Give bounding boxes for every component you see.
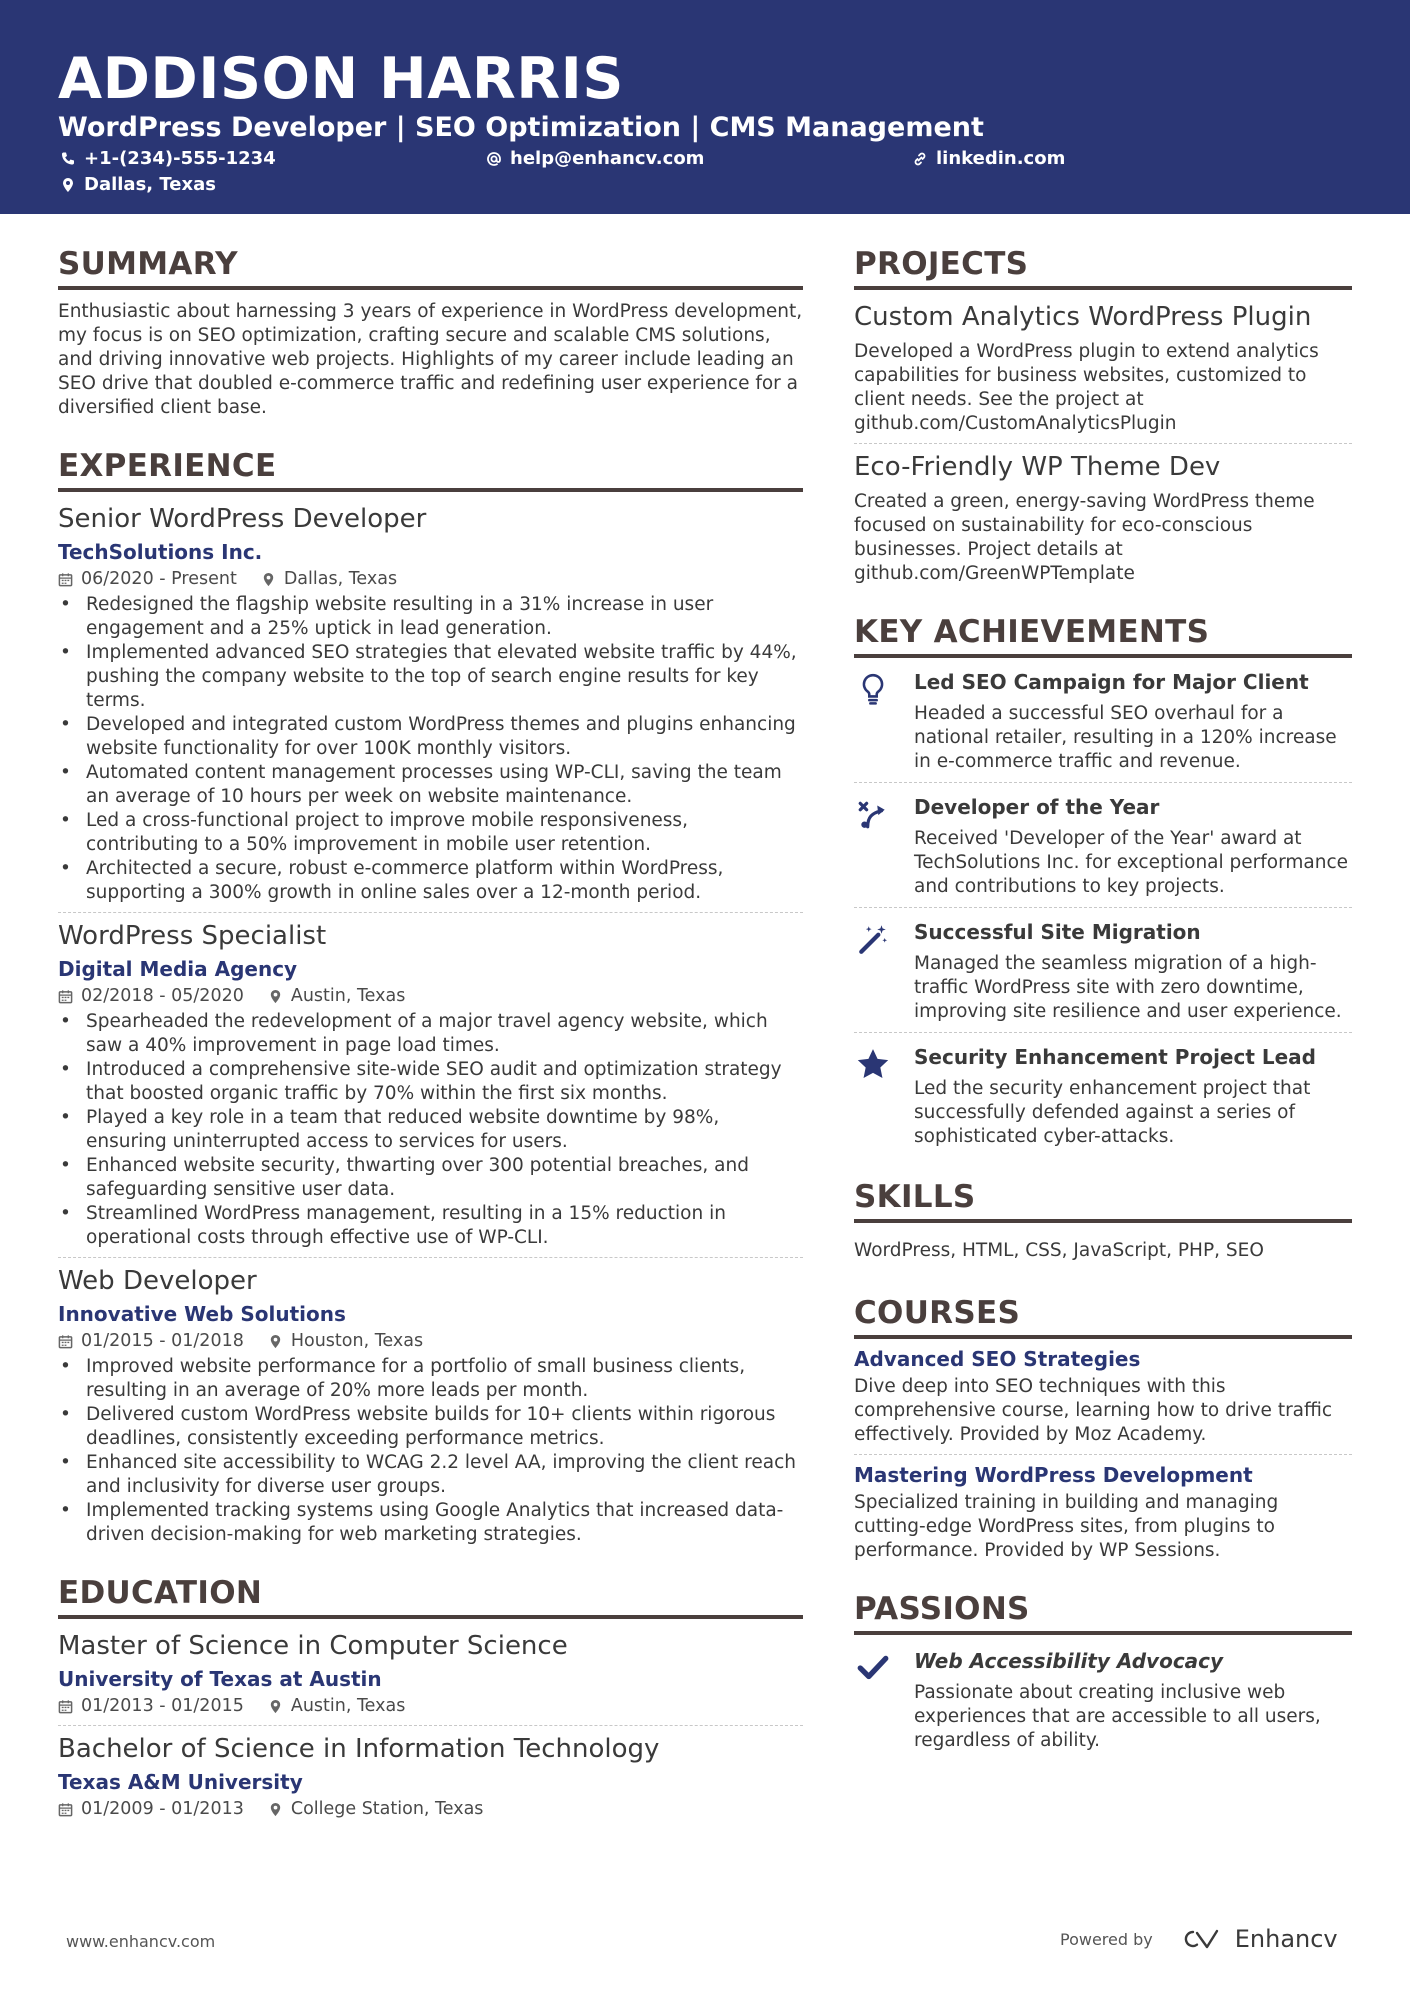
job-location: Dallas, Texas (283, 569, 398, 589)
summary-text: Enthusiastic about harnessing 3 years of experience in WordPress development, my focus is on SEO optimization, crafting secure and scalable CMS solutions, and driving innovative web projects. Highlights of my career include leading an SEO drive that doubled e-commerce traffic and redefining user experience for a diversified client base. (58, 301, 803, 418)
job-title: Web Developer (58, 1266, 257, 1296)
footer-website[interactable]: www.enhancv.com (66, 1932, 216, 1951)
job-dates: 06/2020 - Present (81, 569, 237, 589)
calendar-icon (58, 1699, 73, 1714)
education-section (58, 1573, 803, 1821)
course-entry (854, 1345, 1352, 1447)
experience-entry (58, 919, 803, 1250)
entry-divider (58, 912, 803, 913)
magic-wand-icon (856, 922, 890, 956)
achievement-item (854, 785, 1352, 905)
job-location: Houston, Texas (290, 1331, 424, 1351)
linkedin-text[interactable]: linkedin.com (936, 148, 1066, 169)
location-pin-icon (268, 1802, 283, 1817)
footer-branding (1060, 1925, 1338, 1953)
job-bullets (58, 593, 803, 905)
contact-location (60, 173, 216, 197)
bullet-item: • Introduced a comprehensive site-wide SEO audit and optimization strategy that boosted organic traffic by 70% within the first six months. (58, 1058, 803, 1106)
bullet-item: • Implemented advanced SEO strategies that elevated website traffic by 44%, pushing the company website to the top of search engine results for key terms. (58, 641, 803, 713)
achievement-item (854, 660, 1352, 780)
entry-divider (854, 443, 1352, 444)
projects-heading: PROJECTS (854, 244, 1352, 290)
project-description: Created a green, energy-saving WordPress theme focused on sustainability for eco-conscious businesses. Project details at github.com/GreenWPTemplate (854, 491, 1315, 584)
bullet-item: • Redesigned the flagship website resulting in a 31% increase in user engagement and a 25% uptick in lead generation. (58, 593, 803, 641)
enhancv-logo-icon (1179, 1927, 1225, 1951)
experience-heading: EXPERIENCE (58, 446, 803, 492)
calendar-icon (58, 572, 73, 587)
company-name: Digital Media Agency (58, 957, 298, 981)
achievement-item (854, 910, 1352, 1030)
contact-phone (60, 147, 276, 171)
achievement-title: Successful Site Migration (914, 920, 1201, 944)
bullet-item: • Implemented tracking systems using Google Analytics that increased data-driven decision-making for web marketing strategies. (58, 1499, 803, 1547)
passion-title: Web Accessibility Advocacy (914, 1649, 1224, 1673)
achievement-title: Security Enhancement Project Lead (914, 1045, 1316, 1069)
location-pin-icon (268, 1699, 283, 1714)
entry-divider (854, 1032, 1352, 1033)
at-icon (486, 151, 502, 167)
course-description: Specialized training in building and managing cutting-edge WordPress sites, from plugins to performance. Provided by WP Sessions. (854, 1492, 1279, 1561)
project-title: Custom Analytics WordPress Plugin (854, 302, 1312, 332)
bullet-item: • Spearheaded the redevelopment of a major travel agency website, which saw a 40% improvement in page load times. (58, 1010, 803, 1058)
phone-icon (60, 151, 76, 167)
candidate-name: ADDISON HARRIS (58, 46, 624, 112)
achievements-heading: KEY ACHIEVEMENTS (854, 612, 1352, 658)
job-title: Senior WordPress Developer (58, 504, 427, 534)
contact-linkedin (912, 147, 1065, 171)
route-icon (856, 797, 890, 831)
contact-email (486, 147, 704, 171)
school-name: Texas A&M University (58, 1770, 303, 1794)
education-dates: 01/2009 - 01/2013 (81, 1799, 244, 1819)
courses-heading: COURSES (854, 1293, 1352, 1339)
passions-section (854, 1589, 1352, 1759)
powered-by-label: Powered by (1060, 1929, 1153, 1949)
location-pin-icon (60, 177, 76, 193)
location-text: Dallas, Texas (84, 174, 216, 195)
job-dates: 02/2018 - 05/2020 (81, 986, 244, 1006)
course-title: Mastering WordPress Development (854, 1463, 1253, 1487)
entry-divider (854, 782, 1352, 783)
bullet-item: • Automated content management processes using WP-CLI, saving the team an average of 10 hours per week on website maintenance. (58, 761, 803, 809)
education-meta (58, 1797, 803, 1821)
entry-divider (854, 1454, 1352, 1455)
summary-section (58, 244, 803, 420)
location-pin-icon (268, 1334, 283, 1349)
education-heading: EDUCATION (58, 1573, 803, 1619)
project-entry (854, 450, 1352, 586)
course-title: Advanced SEO Strategies (854, 1347, 1141, 1371)
courses-section (854, 1293, 1352, 1563)
email-text[interactable]: help@enhancv.com (510, 148, 705, 169)
course-description: Dive deep into SEO techniques with this comprehensive course, learning how to drive traffic effectively. Provided by Moz Academy. (854, 1376, 1333, 1445)
job-meta (58, 1329, 803, 1353)
job-meta (58, 984, 803, 1008)
right-column (854, 244, 1352, 1759)
calendar-icon (58, 989, 73, 1004)
education-dates: 01/2013 - 01/2015 (81, 1696, 244, 1716)
passion-description: Passionate about creating inclusive web experiences that are accessible to all users, regardless of ability. (914, 1682, 1321, 1751)
link-icon (912, 151, 928, 167)
experience-entry (58, 1264, 803, 1547)
left-column (58, 244, 803, 1821)
bullet-item: • Enhanced site accessibility to WCAG 2.2 level AA, improving the client reach and inclusivity for diverse user groups. (58, 1451, 803, 1499)
skills-section (854, 1177, 1352, 1263)
achievement-description: Managed the seamless migration of a high-traffic WordPress site with zero downtime, improving site resilience and user experience. (914, 953, 1342, 1022)
school-name: University of Texas at Austin (58, 1667, 382, 1691)
achievement-item (854, 1035, 1352, 1155)
company-name: Innovative Web Solutions (58, 1302, 346, 1326)
job-title: WordPress Specialist (58, 921, 327, 951)
bullet-item: • Delivered custom WordPress website builds for 10+ clients within rigorous deadlines, consistently exceeding performance metrics. (58, 1403, 803, 1451)
education-entry (58, 1732, 803, 1821)
achievements-section (854, 612, 1352, 1155)
bullet-item: • Developed and integrated custom WordPress themes and plugins enhancing website functionality for over 100K monthly visitors. (58, 713, 803, 761)
achievement-title: Developer of the Year (914, 795, 1160, 819)
calendar-icon (58, 1802, 73, 1817)
education-location: Austin, Texas (290, 1696, 406, 1716)
achievement-description: Led the security enhancement project that successfully defended against a series of sophisticated cyber-attacks. (914, 1078, 1311, 1147)
project-title: Eco-Friendly WP Theme Dev (854, 452, 1221, 482)
job-meta (58, 567, 803, 591)
project-description: Developed a WordPress plugin to extend analytics capabilities for business websites, customized to client needs. See the project at github.com/CustomAnalyticsPlugin (854, 341, 1319, 434)
entry-divider (58, 1257, 803, 1258)
passions-heading: PASSIONS (854, 1589, 1352, 1635)
entry-divider (58, 1725, 803, 1726)
calendar-icon (58, 1334, 73, 1349)
job-bullets (58, 1355, 803, 1547)
bullet-item: • Architected a secure, robust e-commerce platform within WordPress, supporting a 300% growth in online sales over a 12-month period. (58, 857, 803, 905)
education-entry (58, 1629, 803, 1718)
company-name: TechSolutions Inc. (58, 540, 263, 564)
entry-divider (854, 907, 1352, 908)
location-pin-icon (261, 572, 276, 587)
resume-header (0, 0, 1410, 214)
passion-item (854, 1639, 1352, 1759)
job-bullets (58, 1010, 803, 1250)
projects-section (854, 244, 1352, 586)
bullet-item: • Led a cross-functional project to improve mobile responsiveness, contributing to a 50% improvement in mobile user retention. (58, 809, 803, 857)
lightbulb-icon (856, 672, 890, 706)
achievement-title: Led SEO Campaign for Major Client (914, 670, 1309, 694)
degree-title: Bachelor of Science in Information Technology (58, 1734, 660, 1764)
achievement-description: Headed a successful SEO overhaul for a national retailer, resulting in a 120% increase in e-commerce traffic and revenue. (914, 703, 1337, 772)
bullet-item: • Improved website performance for a portfolio of small business clients, resulting in an average of 20% more leads per month. (58, 1355, 803, 1403)
phone-text[interactable]: +1-(234)-555-1234 (84, 148, 276, 169)
experience-entry (58, 502, 803, 905)
brand-logo[interactable] (1179, 1925, 1338, 1953)
experience-section (58, 446, 803, 1547)
education-location: College Station, Texas (290, 1799, 484, 1819)
bullet-item: • Enhanced website security, thwarting over 300 potential breaches, and safeguarding sensitive user data. (58, 1154, 803, 1202)
degree-title: Master of Science in Computer Science (58, 1631, 568, 1661)
location-pin-icon (268, 989, 283, 1004)
brand-name: Enhancv (1234, 1925, 1338, 1953)
bullet-item: • Streamlined WordPress management, resulting in a 15% reduction in operational costs through effective use of WP-CLI. (58, 1202, 803, 1250)
skills-heading: SKILLS (854, 1177, 1352, 1223)
job-location: Austin, Texas (290, 986, 406, 1006)
project-entry (854, 300, 1352, 436)
achievement-description: Received 'Developer of the Year' award at TechSolutions Inc. for exceptional performance and contributions to key projects. (914, 828, 1349, 897)
bullet-item: • Played a key role in a team that reduced website downtime by 98%, ensuring uninterrupted access to services for users. (58, 1106, 803, 1154)
summary-heading: SUMMARY (58, 244, 803, 290)
candidate-tagline: WordPress Developer | SEO Optimization | CMS Management (58, 112, 984, 143)
checkmark-icon (856, 1651, 890, 1685)
course-entry (854, 1461, 1352, 1563)
skills-list: WordPress, HTML, CSS, JavaScript, PHP, SEO (854, 1240, 1264, 1261)
job-dates: 01/2015 - 01/2018 (81, 1331, 244, 1351)
star-icon (856, 1047, 890, 1081)
education-meta (58, 1694, 803, 1718)
